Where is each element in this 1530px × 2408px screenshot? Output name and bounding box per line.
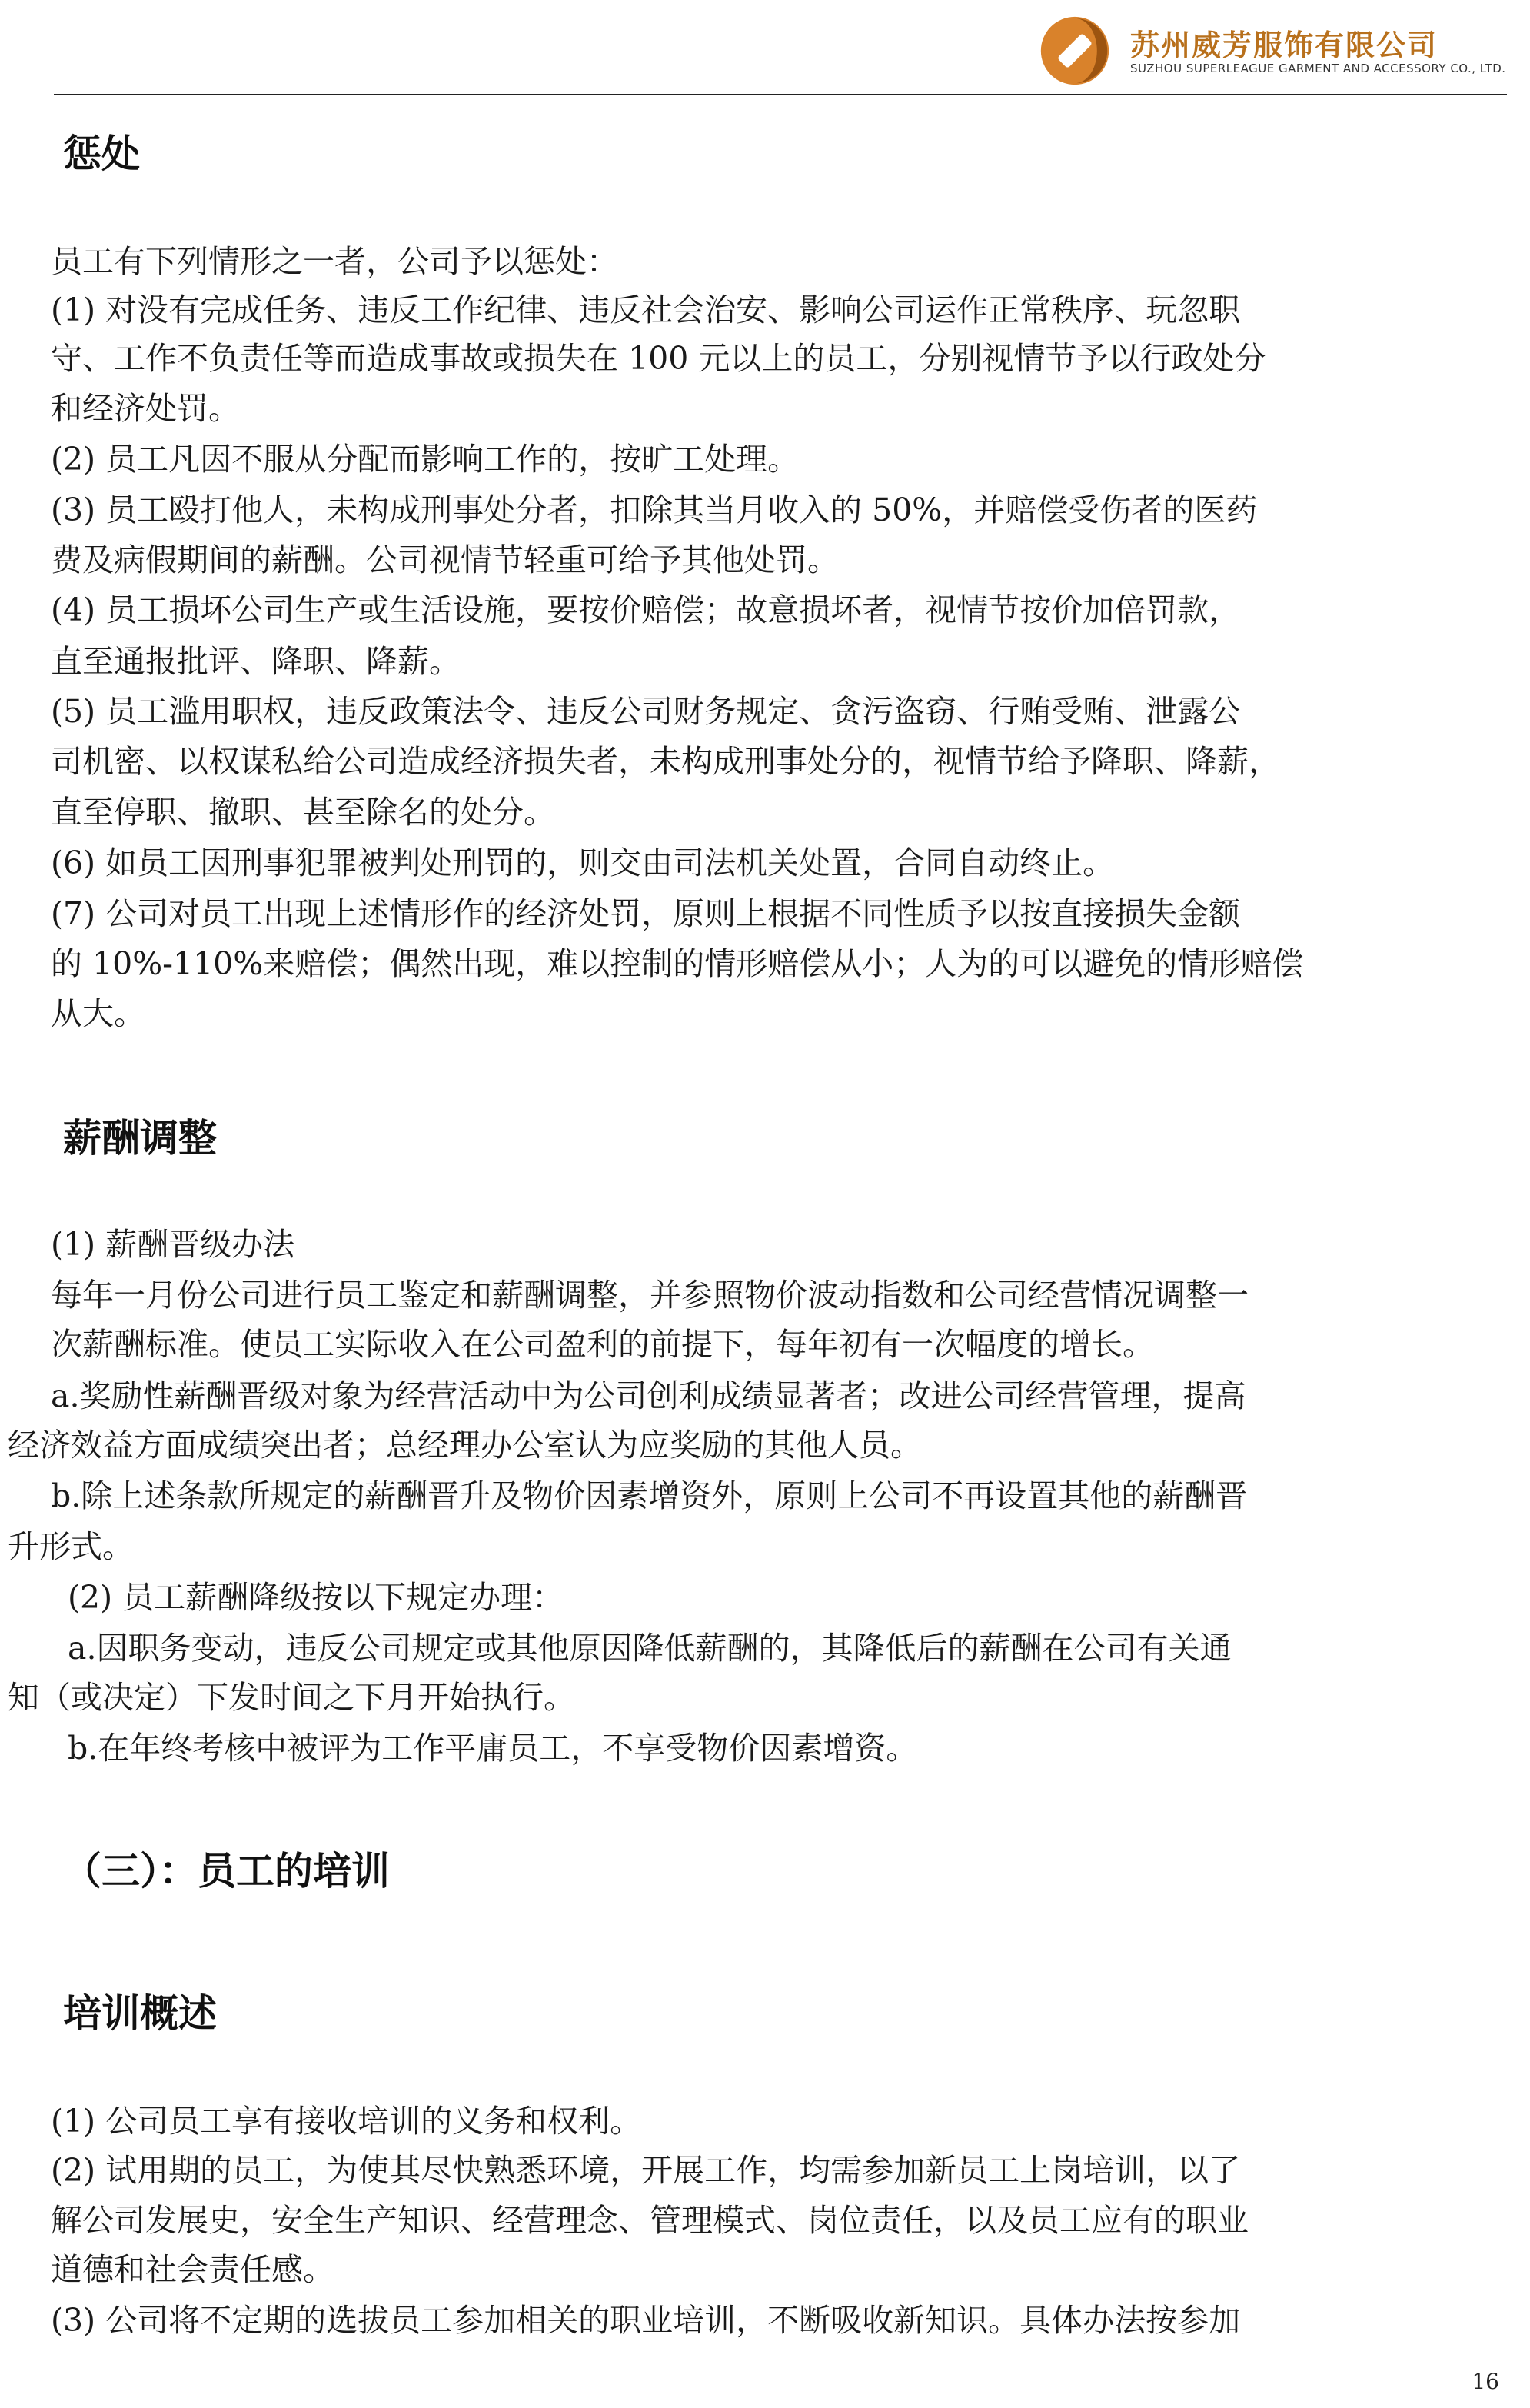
paragraph-line: 知（或决定）下发时间之下月开始执行。 bbox=[8, 1679, 575, 1716]
paragraph-line: (2) 试用期的员工，为使其尽快熟悉环境，开展工作，均需参加新员工上岗培训，以了 bbox=[51, 2152, 1241, 2189]
paragraph-line: b.除上述条款所规定的薪酬晋升及物价因素增资外，原则上公司不再设置其他的薪酬晋 bbox=[51, 1477, 1248, 1514]
paragraph-line: 和经济处罚。 bbox=[51, 390, 240, 427]
paragraph-line: (2) 员工凡因不服从分配而影响工作的，按旷工处理。 bbox=[51, 441, 800, 478]
paragraph-line: (1) 公司员工享有接收培训的义务和权利。 bbox=[51, 2103, 642, 2140]
paragraph-line: 经济效益方面成绩突出者；总经理办公室认为应奖励的其他人员。 bbox=[8, 1427, 922, 1464]
paragraph-line: (1) 对没有完成任务、违反工作纪律、违反社会治安、影响公司运作正常秩序、玩忽职 bbox=[51, 291, 1241, 328]
section-title-salary: 薪酬调整 bbox=[63, 1116, 217, 1161]
paragraph-line: (2) 员工薪酬降级按以下规定办理： bbox=[68, 1579, 564, 1616]
paragraph-line: (7) 公司对员工出现上述情形作的经济处罚，原则上根据不同性质予以按直接损失金额 bbox=[51, 895, 1241, 932]
company-name-cn: 苏州威芳服饰有限公司 bbox=[1130, 28, 1439, 62]
paragraph-line: 司机密、以权谋私给公司造成经济损失者，未构成刑事处分的，视情节给予降职、降薪， bbox=[51, 743, 1280, 780]
chapter-title-training: （三）：员工的培训 bbox=[63, 1849, 390, 1893]
paragraph-line: 从大。 bbox=[51, 995, 145, 1032]
paragraph-line: (3) 员工殴打他人，未构成刑事处分者，扣除其当月收入的 50%，并赔偿受伤者的医药 bbox=[51, 491, 1258, 528]
paragraph-line: a.因职务变动，违反公司规定或其他原因降低薪酬的，其降低后的薪酬在公司有关通 bbox=[68, 1630, 1232, 1667]
paragraph-line: 次薪酬标准。使员工实际收入在公司盈利的前提下，每年初有一次幅度的增长。 bbox=[51, 1326, 1154, 1363]
company-name-en: SUZHOU SUPERLEAGUE GARMENT AND ACCESSORY CO., LTD. bbox=[1130, 62, 1506, 75]
paragraph-line: 员工有下列情形之一者，公司予以惩处： bbox=[51, 243, 618, 280]
paragraph-line: (4) 员工损坏公司生产或生活设施，要按价赔偿；故意损坏者，视情节按价加倍罚款， bbox=[51, 591, 1241, 628]
paragraph-line: b.在年终考核中被评为工作平庸员工，不享受物价因素增资。 bbox=[68, 1730, 918, 1767]
paragraph-line: (1) 薪酬晋级办法 bbox=[51, 1226, 295, 1263]
paragraph-line: a.奖励性薪酬晋级对象为经营活动中为公司创利成绩显著者；改进公司经营管理，提高 bbox=[51, 1377, 1246, 1414]
paragraph-line: 每年一月份公司进行员工鉴定和薪酬调整，并参照物价波动指数和公司经营情况调整一 bbox=[51, 1277, 1249, 1314]
paragraph-line: 费及病假期间的薪酬。公司视情节轻重可给予其他处罚。 bbox=[51, 541, 839, 578]
paragraph-line: 直至停职、撤职、甚至除名的处分。 bbox=[51, 794, 555, 831]
paragraph-line: 的 10%-110%来赔偿；偶然出现，难以控制的情形赔偿从小；人为的可以避免的情形赔偿 bbox=[51, 945, 1304, 982]
paragraph-line: (3) 公司将不定期的选拔员工参加相关的职业培训，不断吸收新知识。具体办法按参加 bbox=[51, 2302, 1241, 2339]
paragraph-line: 升形式。 bbox=[8, 1528, 134, 1565]
paragraph-line: 解公司发展史，安全生产知识、经营理念、管理模式、岗位责任，以及员工应有的职业 bbox=[51, 2202, 1249, 2239]
paragraph-line: 守、工作不负责任等而造成事故或损失在 100 元以上的员工，分别视情节予以行政处分 bbox=[51, 340, 1266, 377]
section-title-training-overview: 培训概述 bbox=[63, 1991, 217, 2036]
paragraph-line: 道德和社会责任感。 bbox=[51, 2251, 334, 2288]
paragraph-line: (6) 如员工因刑事犯罪被判处刑罚的，则交由司法机关处置，合同自动终止。 bbox=[51, 844, 1115, 881]
page-number: 16 bbox=[1472, 2369, 1499, 2394]
section-title-punishment: 惩处 bbox=[63, 132, 140, 176]
paragraph-line: (5) 员工滥用职权，违反政策法令、违反公司财务规定、贪污盗窃、行贿受贿、泄露公 bbox=[51, 693, 1241, 730]
paragraph-line: 直至通报批评、降职、降薪。 bbox=[51, 643, 461, 680]
